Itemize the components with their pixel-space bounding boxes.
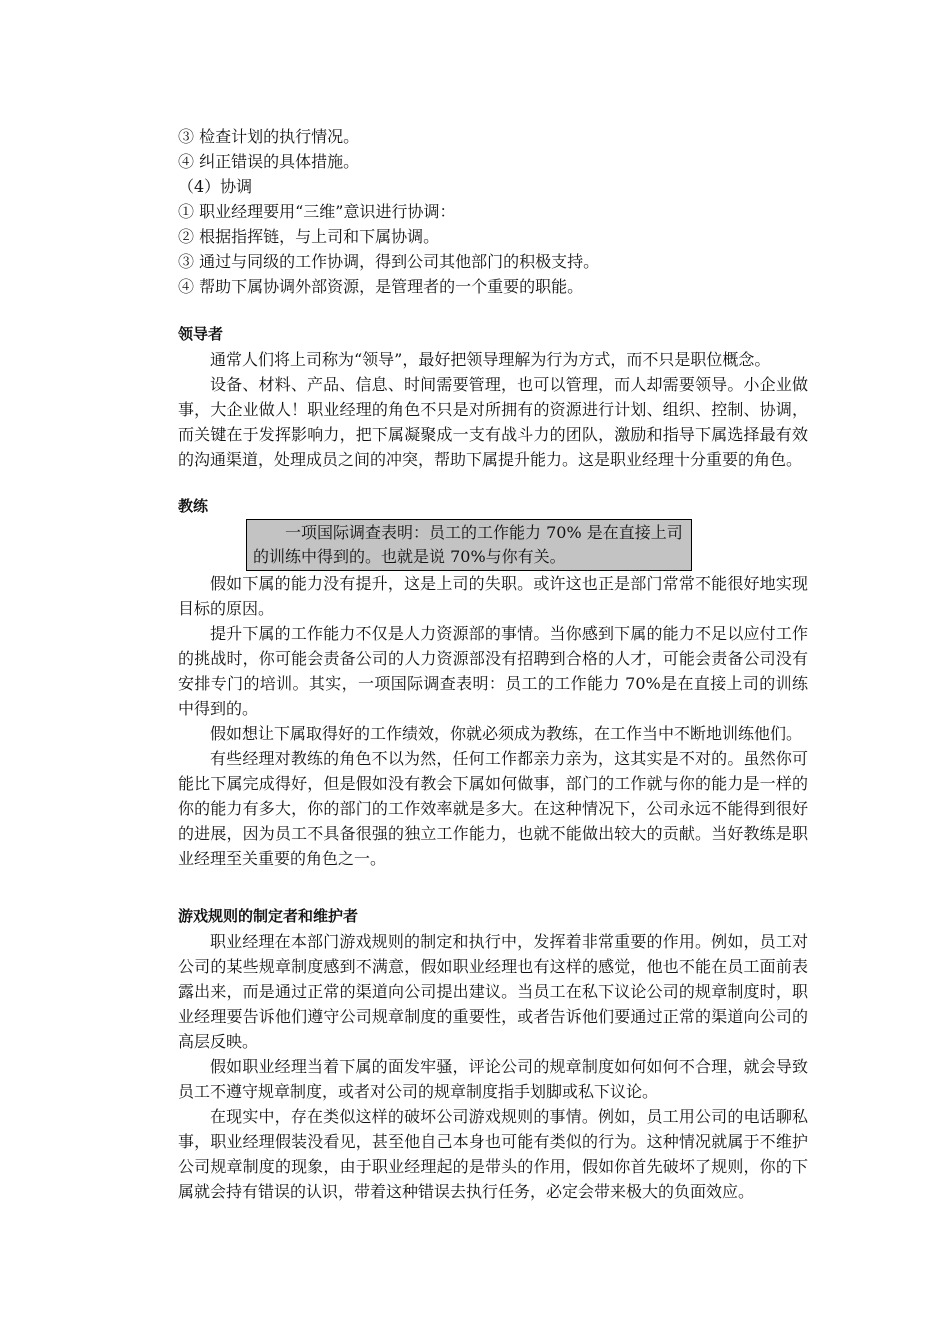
list-item: ② 根据指挥链，与上司和下属协调。 <box>178 227 440 246</box>
list-item: ③ 通过与同级的工作协调，得到公司其他部门的积极支持。 <box>178 252 600 271</box>
section-heading: 领导者 <box>178 325 224 343</box>
list-item: ① 职业经理要用“三维”意识进行协调： <box>178 202 456 221</box>
paragraph: 设备、材料、产品、信息、时间需要管理，也可以管理，而人却需要领导。小企业做事，大企业做人！职业经理的角色不只是对所拥有的资源进行计划、组织、控制、协调，而关键在于发挥影响力，把下属凝聚成一支有战斗力的团队，激励和指导下属选择最有效的沟通渠道，处理成员之间的冲突，帮助下属提升能力。这是职业经理十分重要的角色。 <box>178 375 808 469</box>
section-rules <box>178 904 808 1204</box>
paragraph: 假如职业经理当着下属的面发牢骚，评论公司的规章制度如何如何不合理，就会导致员工不遵守规章制度，或者对公司的规章制度指手划脚或私下议论。 <box>178 1057 808 1101</box>
section-coach <box>178 494 808 871</box>
paragraph: 有些经理对教练的角色不以为然，任何工作都亲力亲为，这其实是不对的。虽然你可能比下属完成得好，但是假如没有教会下属如何做事，部门的工作就与你的能力是一样的你的能力有多大，你的部门的工作效率就是多大。在这种情况下，公司永远不能得到很好的进展，因为员工不具备很强的独立工作能力，也就不能做出较大的贡献。当好教练是职业经理至关重要的角色之一。 <box>178 749 808 868</box>
section-heading: 教练 <box>178 497 209 515</box>
paragraph: 假如想让下属取得好的工作绩效，你就必须成为教练，在工作当中不断地训练他们。 <box>210 724 803 743</box>
list-item: ③ 检查计划的执行情况。 <box>178 127 360 146</box>
paragraph: 职业经理在本部门游戏规则的制定和执行中，发挥着非常重要的作用。例如，员工对公司的某些规章制度感到不满意，假如职业经理也有这样的感觉，他也不能在员工面前表露出来，而是通过正常的渠道向公司提出建议。当员工在私下议论公司的规章制度时，职业经理要告诉他们遵守公司规章制度的重要性，或者告诉他们要通过正常的渠道向公司的高层反映。 <box>178 932 808 1051</box>
paragraph: 通常人们将上司称为“领导”，最好把领导理解为行为方式，而不只是职位概念。 <box>210 350 771 369</box>
list-item: ④ 帮助下属协调外部资源，是管理者的一个重要的职能。 <box>178 277 584 296</box>
highlight-callout-box: 一项国际调查表明：员工的工作能力 70% 是在直接上司的训练中得到的。也就是说 70%与你有关。 <box>246 519 692 571</box>
section-heading: 游戏规则的制定者和维护者 <box>178 907 359 925</box>
paragraph: 在现实中，存在类似这样的破坏公司游戏规则的事情。例如，员工用公司的电话聊私事，职业经理假装没看见，甚至他自己本身也可能有类似的行为。这种情况就属于不维护公司规章制度的现象，由于职业经理起的是带头的作用，假如你首先破坏了规则，你的下属就会持有错误的认识，带着这种错误去执行任务，必定会带来极大的负面效应。 <box>178 1107 808 1201</box>
section-leader <box>178 322 808 472</box>
paragraph: 假如下属的能力没有提升，这是上司的失职。或许这也正是部门常常不能很好地实现目标的原因。 <box>178 574 808 618</box>
list-item-subheading: （4）协调 <box>178 177 253 196</box>
list-item: ④ 纠正错误的具体措施。 <box>178 152 360 171</box>
document-page <box>178 124 808 1204</box>
plan-coordination-list <box>178 124 808 299</box>
paragraph: 提升下属的工作能力不仅是人力资源部的事情。当你感到下属的能力不足以应付工作的挑战时，你可能会责备公司的人力资源部没有招聘到合格的人才，可能会责备公司没有安排专门的培训。其实，一项国际调查表明：员工的工作能力 70%是在直接上司的训练中得到的。 <box>178 624 808 718</box>
